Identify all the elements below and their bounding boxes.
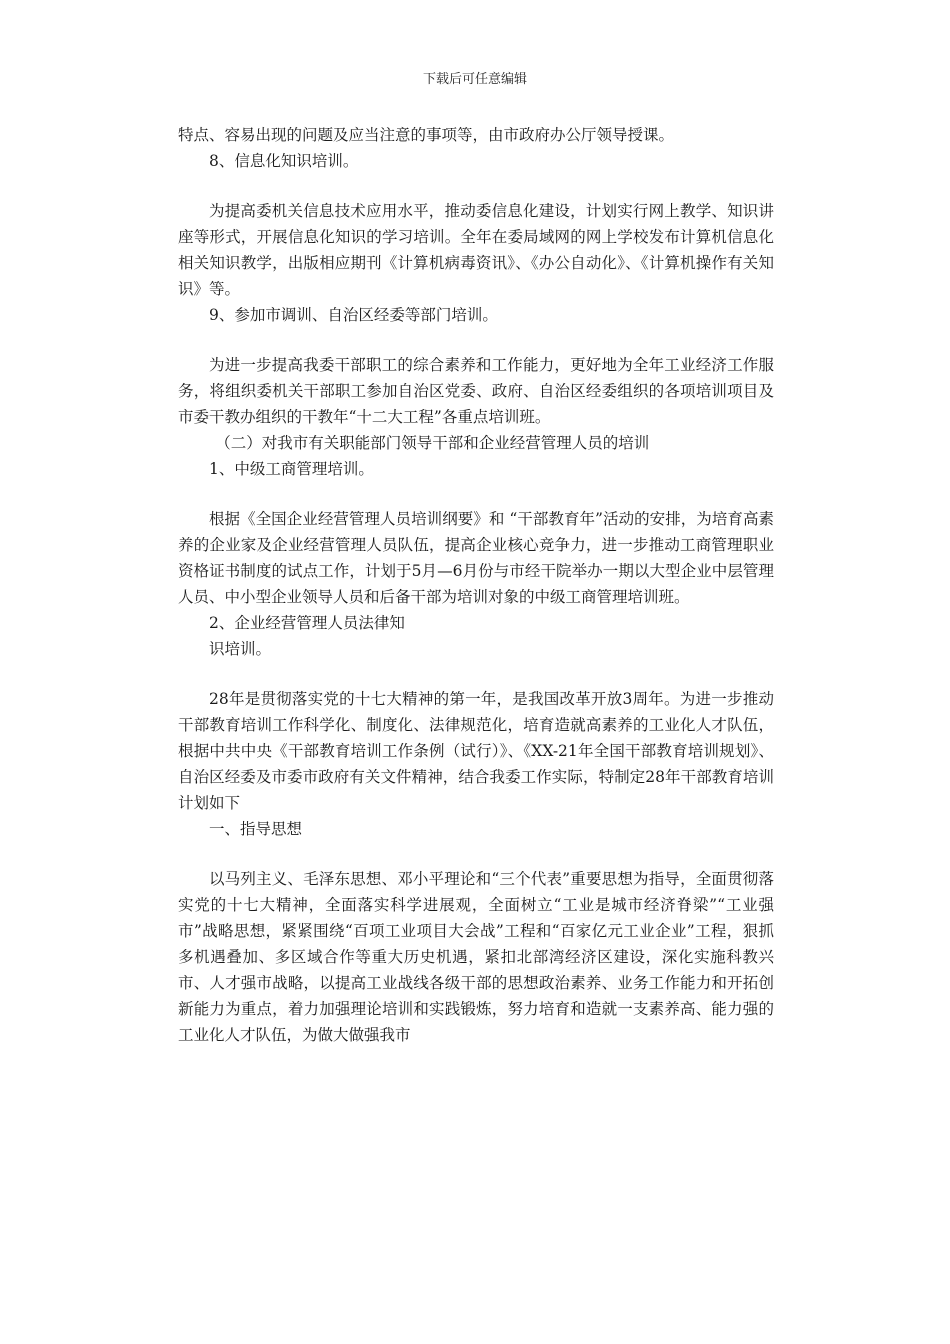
section-heading-guiding-thought: 一、指导思想	[209, 820, 303, 838]
paragraph-item-1: 根据《全国企业经营管理人员培训纲要》和 “干部教育年”活动的安排，为培育高素养的企业家及企业经营管理人员队伍，提高企业核心竞争力，进一步推动工商管理职业资格证书制度的试点工作，计划于5月—6月份与市经干院举办一期以大型企业中层管理人员、中小型企业领导人员和后备干部为培训对象的中级工商管理培训班。	[178, 510, 774, 606]
paragraph-guiding-thought: 以马列主义、毛泽东思想、邓小平理论和“三个代表”重要思想为指导，全面贯彻落实党的十七大精神，全面落实科学进展观，全面树立“工业是城市经济脊梁”“工业强市”战略思想，紧紧围绕“百项工业项目大会战”工程和“百家亿元工业企业”工程，狠抓多机遇叠加、多区域合作等重大历史机遇，紧扣北部湾经济区建设，深化实施科教兴市、人才强市战略，以提高工业战线各级干部的思想政治素养、业务工作能力和开拓创新能力为重点，着力加强理论培训和实践锻炼，努力培育和造就一支素养高、能力强的工业化人才队伍，为做大做强我市	[178, 870, 774, 1044]
paragraph-continuation: 特点、容易出现的问题及应当注意的事项等，由市政府办公厅领导授课。	[178, 126, 675, 144]
item-heading-2-continued: 识培训。	[209, 640, 272, 658]
paragraph-intro: 28年是贯彻落实党的十七大精神的第一年，是我国改革开放3周年。为进一步推动干部教育培训工作科学化、制度化、法律规范化，培育造就高素养的工业化人才队伍，根据中共中央《干部教育培训工作条例（试行）》、《XX-21年全国干部教育培训规划》、自治区经委及市委市政府有关文件精神，结合我委工作实际，特制定28年干部教育培训计划如下	[178, 690, 774, 812]
paragraph-item-9: 为进一步提高我委干部职工的综合素养和工作能力，更好地为全年工业经济工作服务，将组织委机关干部职工参加自治区党委、政府、自治区经委组织的各项培训项目及市委干教办组织的干教年“十二大工程”各重点培训班。	[178, 356, 774, 426]
download-note: 下载后可任意编辑	[422, 72, 527, 87]
item-heading-8: 8、信息化知识培训。	[209, 152, 359, 170]
item-heading-1: 1、中级工商管理培训。	[209, 460, 374, 478]
document-body	[178, 122, 774, 1048]
item-heading-9: 9、参加市调训、自治区经委等部门培训。	[209, 306, 498, 324]
item-heading-2: 2、企业经营管理人员法律知	[209, 614, 405, 632]
section-heading-2: （二）对我市有关职能部门领导干部和企业经营管理人员的培训	[215, 434, 650, 452]
paragraph-item-8: 为提高委机关信息技术应用水平，推动委信息化建设，计划实行网上教学、知识讲座等形式，开展信息化知识的学习培训。全年在委局域网的网上学校发布计算机信息化相关知识教学，出版相应期刊《计算机病毒资讯》、《办公自动化》、《计算机操作有关知识》等。	[178, 202, 774, 298]
